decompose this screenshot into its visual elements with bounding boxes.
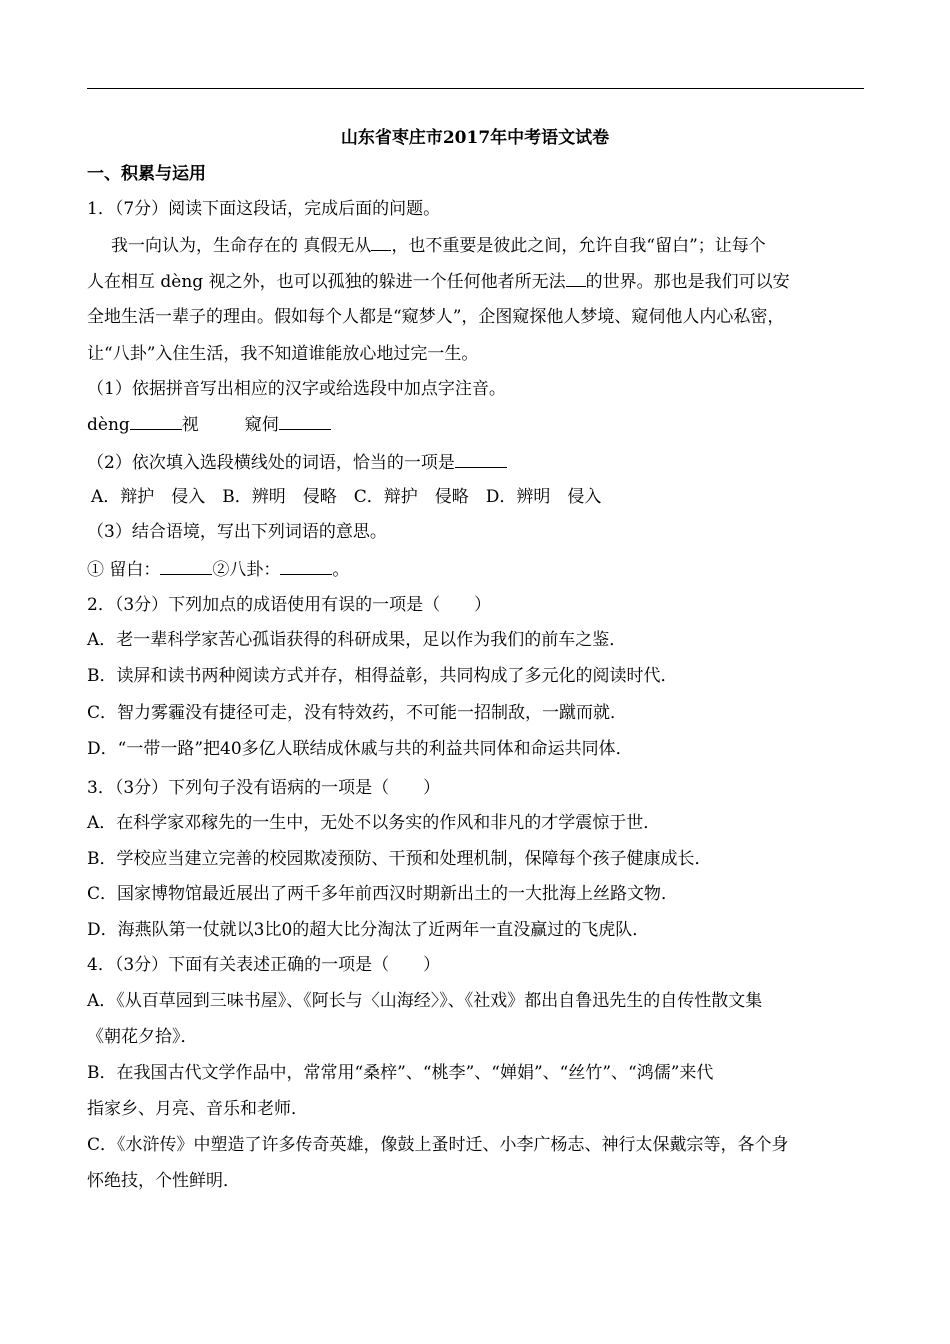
q1-subquestion-2 [87, 451, 507, 473]
fill-blank-1 [371, 234, 391, 251]
q4-option-b-line-2: 指家乡、月亮、音乐和老师． [87, 1099, 308, 1119]
q1-passage-text: 的世界。那也是我们可以安 [585, 272, 790, 292]
q2-option-b: B．读屏和读书两种阅读方式并存，相得益彰，共同构成了多元化的阅读时代． [87, 666, 678, 686]
term-bagua: ②八卦： [212, 560, 281, 580]
q3-option-c: C．国家博物馆最近展出了两千多年前西汉时期新出土的一大批海上丝路文物． [87, 884, 679, 904]
q3-stem: 3．（3分）下列句子没有语病的一项是（ ） [87, 778, 441, 798]
q1-passage-text: 人在相互 dèng 视之外，也可以孤独的躲进一个任何他者所无法 [87, 272, 566, 292]
section-heading: 一、积累与运用 [87, 164, 206, 184]
q4-option-a-line-2: 《朝花夕拾》． [87, 1027, 198, 1047]
q4-option-b-line-1: B．在我国古代文学作品中，常常用“桑梓”、“桃李”、“婵娟”、“丝竹”、“鸿儒”来代 [87, 1063, 714, 1083]
answer-blank [130, 413, 182, 430]
header-rule [87, 88, 864, 89]
period: 。 [332, 560, 350, 580]
answer-blank [280, 558, 332, 575]
answer-blank [160, 558, 212, 575]
q4-stem: 4．（3分）下面有关表述正确的一项是（ ） [87, 955, 441, 975]
q4-option-c-line-2: 怀绝技，个性鲜明． [87, 1171, 240, 1191]
char-shi: 视 [181, 415, 199, 435]
q1-subquestion-1: （1）依据拼音写出相应的汉字或给选段中加点字注音。 [87, 379, 506, 399]
q2-stem: 2．（3分）下列加点的成语使用有误的一项是（ ） [87, 595, 492, 615]
q1-passage-line-4: 让“八卦”入住生活，我不知道谁能放心地过完一生。 [87, 344, 479, 364]
q4-option-a-line-1: A．《从百草园到三味书屋》、《阿长与〈山海经〉》、《社戏》都出自鲁迅先生的自传性散文集 [87, 991, 763, 1011]
q1-passage-line-2 [87, 270, 790, 292]
q1-definition-line [87, 558, 349, 580]
word-kuisi: 窥伺 [244, 415, 279, 435]
pinyin-deng: dèng [87, 415, 130, 435]
q2-option-a: A．老一辈科学家苦心孤诣获得的科研成果，足以作为我们的前车之鉴． [87, 630, 627, 650]
q1-subquestion-2-text: （2）依次填入选段横线处的词语，恰当的一项是 [87, 453, 455, 473]
q1-passage-text: ，也不重要是彼此之间，允许自我“留白”；让每个 [391, 236, 766, 256]
q1-passage-text: 我一向认为，生命存在的 真假无从 [111, 236, 372, 256]
q1-pinyin-line [87, 413, 331, 435]
q1-passage-line-1 [111, 234, 766, 256]
q3-option-d: D．海燕队第一仗就以3比0的超大比分淘汰了近两年一直没赢过的飞虎队． [87, 920, 650, 940]
q1-subquestion-3: （3）结合语境，写出下列词语的意思。 [87, 522, 387, 542]
q3-option-b: B．学校应当建立完善的校园欺凌预防、干预和处理机制，保障每个孩子健康成长． [87, 849, 712, 869]
q1-stem: 1．（7分）阅读下面这段话，完成后面的问题。 [87, 199, 441, 219]
term-liubai: ① 留白： [87, 560, 161, 580]
answer-blank [455, 451, 507, 468]
q4-option-c-line-1: C．《水浒传》中塑造了许多传奇英雄，像鼓上蚤时迁、小李广杨志、神行太保戴宗等，各个身 [87, 1135, 789, 1155]
page-title: 山东省枣庄市2017年中考语文试卷 [340, 128, 610, 148]
q2-option-d: D．“一带一路”把40多亿人联结成休戚与共的利益共同体和命运共同体． [87, 739, 633, 759]
fill-blank-2 [566, 270, 586, 287]
q2-option-c: C．智力雾霾没有捷径可走，没有特效药，不可能一招制敌，一蹴而就． [87, 703, 628, 723]
answer-blank [279, 413, 331, 430]
q1-passage-line-3: 全地生活一辈子的理由。假如每个人都是“窥梦人”，企图窥探他人梦境、窥伺他人内心私密， [87, 307, 785, 327]
q3-option-a: A．在科学家邓稼先的一生中，无处不以务实的作风和非凡的才学震惊于世． [87, 813, 661, 833]
q1-options: A．辩护 侵入 B．辨明 侵略 C．辩护 侵略 D．辨明 侵入 [91, 487, 602, 507]
